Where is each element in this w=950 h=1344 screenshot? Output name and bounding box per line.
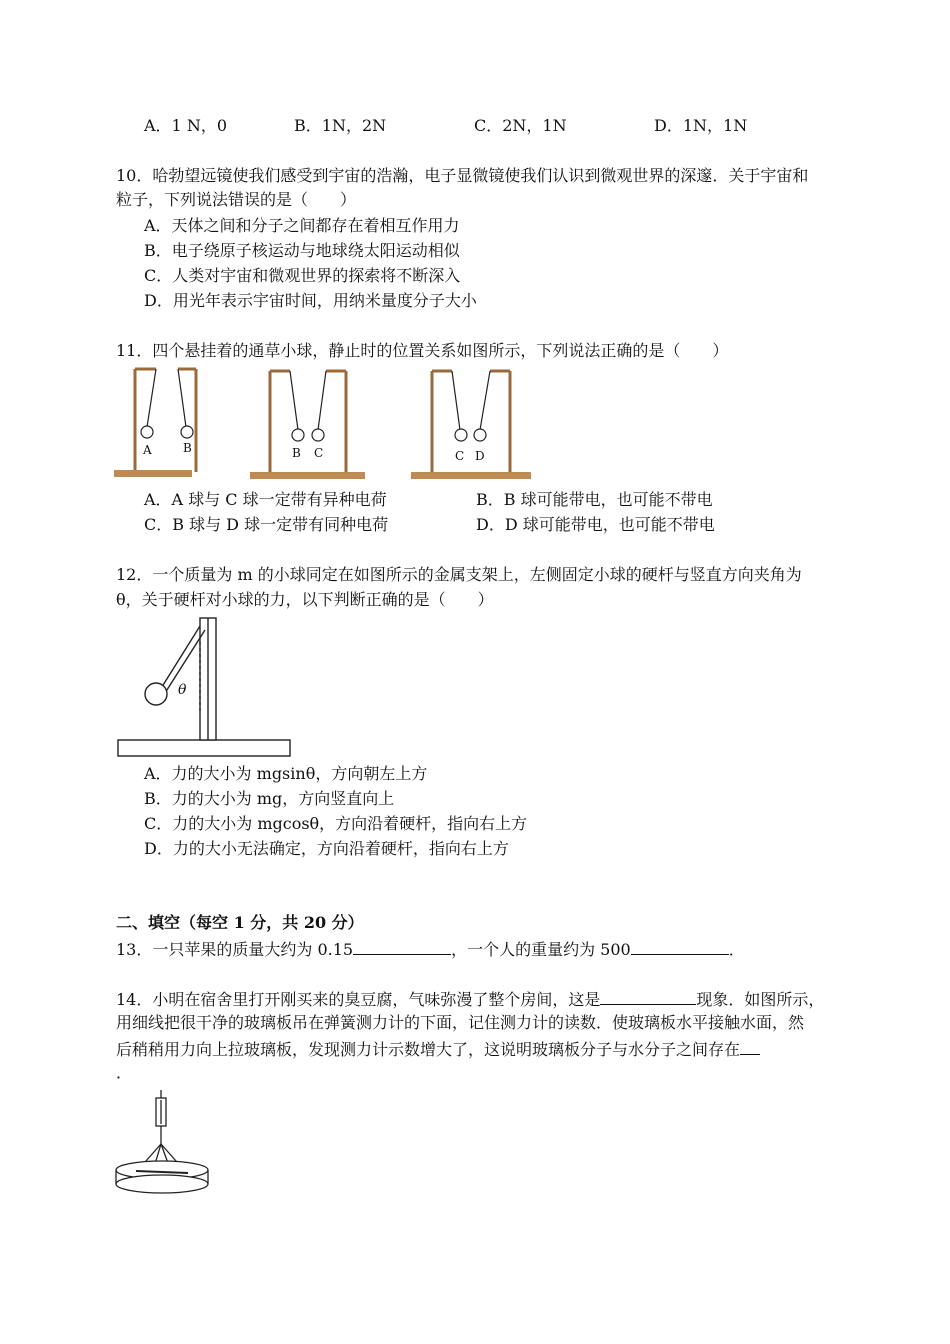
q13-part3: ．: [728, 940, 745, 959]
q10-option-a: A．天体之间和分子之间都存在着相互作用力: [144, 216, 460, 235]
q12-option-b: B．力的大小为 mg，方向竖直向上: [144, 789, 395, 808]
q13-part1: 13．一只苹果的质量大约为 0.15: [116, 940, 354, 959]
q11-option-c: C．B 球与 D 球一定带有同种电荷: [144, 515, 389, 534]
q11-option-b: B．B 球可能带电，也可能不带电: [476, 490, 713, 509]
q10-option-d: D．用光年表示宇宙时间，用纳米量度分子大小: [144, 291, 477, 310]
q11-option-d: D．D 球可能带电，也可能不带电: [476, 515, 715, 534]
q9-option-c: C．2N，1N: [474, 116, 567, 135]
q14-line3-text: 后稍稍用力向上拉玻璃板，发现测力计示数增大了，这说明玻璃板分子与水分子之间存在: [116, 1040, 741, 1059]
ball-c2: [455, 429, 467, 441]
q13-blank1[interactable]: [353, 938, 451, 955]
ball-c: [312, 429, 324, 441]
q10-option-c: C．人类对宇宙和微观世界的探索将不断深入: [144, 266, 461, 285]
ball-b: [181, 426, 193, 438]
q9-option-b: B．1N，2N: [294, 116, 387, 135]
q14-spring-scale-figure: [112, 1088, 217, 1203]
q10-stem-line2: 粒子，下列说法错误的是（ ）: [116, 190, 357, 209]
ball-b2: [292, 429, 304, 441]
q10-option-b: B．电子绕原子核运动与地球绕太阳运动相似: [144, 241, 460, 260]
q12-option-d: D．力的大小无法确定，方向沿着硬杆，指向右上方: [144, 839, 509, 858]
label-c2: C: [455, 449, 465, 463]
theta-label: θ: [178, 682, 187, 698]
q10-stem-line1: 10．哈勃望远镜使我们感受到宇宙的浩瀚，电子显微镜使我们认识到微观世界的深邃．关于宇宙和: [116, 166, 809, 185]
label-a: A: [143, 443, 152, 457]
q14-line2: 用细线把很干净的玻璃板吊在弹簧测力计的下面，记住测力计的读数．使玻璃板水平接触水面，然: [116, 1013, 805, 1032]
q14-blank1[interactable]: [600, 988, 696, 1005]
q11-pith-balls-figure: [110, 364, 540, 486]
label-c: C: [314, 446, 324, 460]
q9-option-d: D．1N，1N: [654, 116, 748, 135]
ball-d: [474, 429, 486, 441]
q12-bracket-figure: [112, 612, 297, 760]
q13-text: [116, 938, 745, 960]
q11-stem: 11．四个悬挂着的通草小球，静止时的位置关系如图所示，下列说法正确的是（ ）: [116, 341, 729, 360]
q14-line1: [116, 988, 824, 1010]
q13-blank2[interactable]: [631, 938, 729, 955]
label-d: D: [475, 449, 485, 463]
q12-stem-line1: 12．一个质量为 m 的小球同定在如图所示的金属支架上，左侧固定小球的硬杆与竖直方向夹角为: [116, 565, 802, 584]
q12-stem-line2: θ，关于硬杆对小球的力，以下判断正确的是（ ）: [116, 590, 494, 609]
q12-option-c: C．力的大小为 mgcosθ，方向沿着硬杆，指向右上方: [144, 814, 528, 833]
q11-option-a: A．A 球与 C 球一定带有异种电荷: [144, 490, 387, 509]
q14-line1b: 现象．如图所示，: [696, 990, 825, 1009]
label-b2: B: [292, 446, 301, 460]
q9-option-a: A．1 N，0: [144, 116, 228, 135]
section2-title: 二、填空（每空 1 分，共 20 分）: [116, 913, 364, 932]
q12-option-a: A．力的大小为 mgsinθ，方向朝左上方: [144, 764, 428, 783]
q14-line1a: 14．小明在宿舍里打开刚买来的臭豆腐，气味弥漫了整个房间，这是: [116, 990, 601, 1009]
q14-blank2[interactable]: [740, 1038, 760, 1055]
q14-line3: [116, 1038, 760, 1060]
ball-a: [141, 426, 153, 438]
q13-part2: ，一个人的重量约为 500: [451, 940, 631, 959]
q14-line4: ．: [116, 1063, 133, 1082]
label-b: B: [183, 441, 192, 455]
